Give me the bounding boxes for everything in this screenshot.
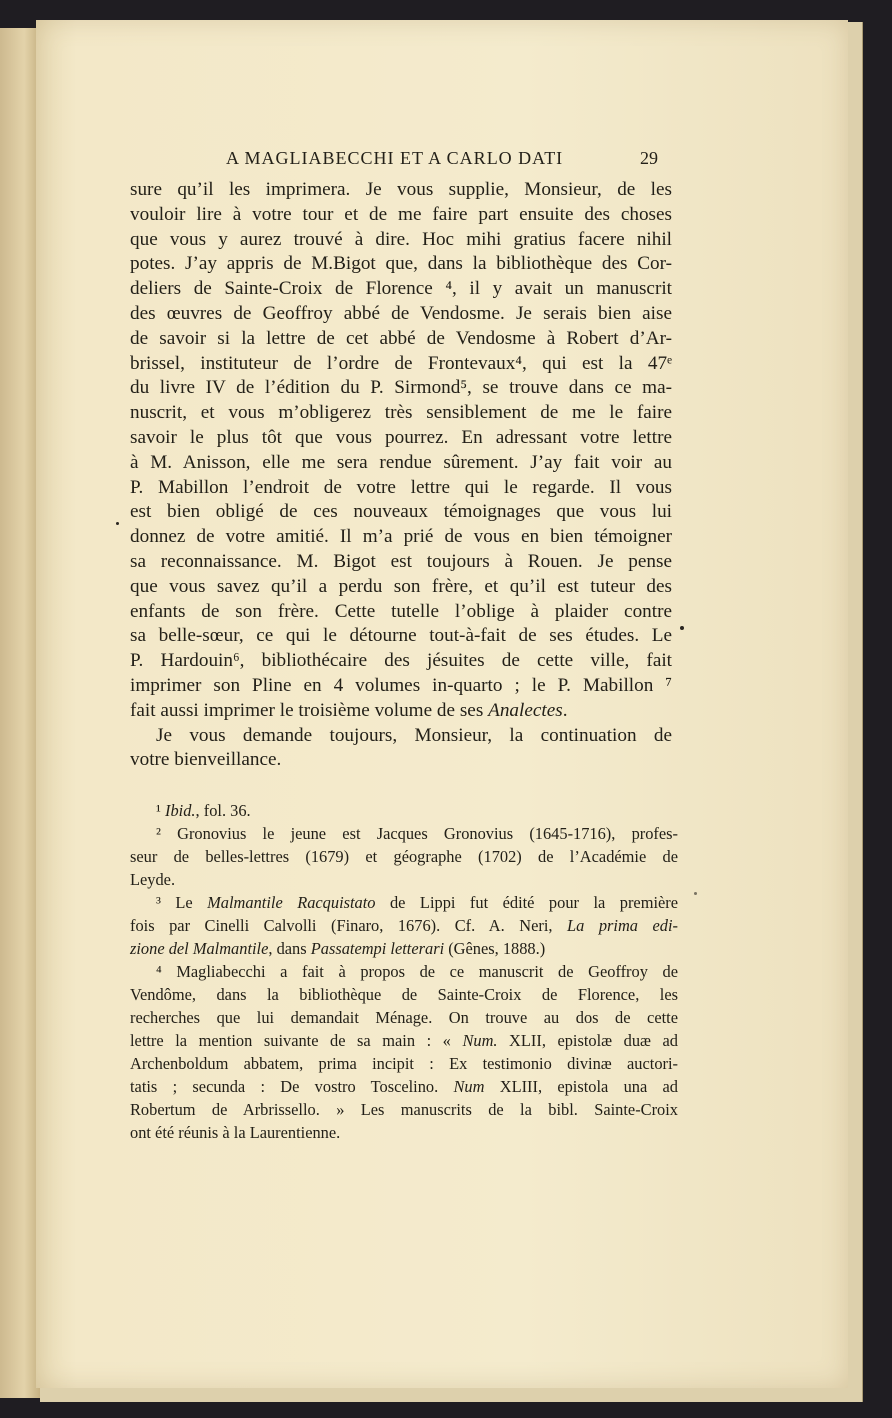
text-line: que vous savez qu’il a perdu son frère, et qu’il est tuteur des xyxy=(130,575,672,597)
footnote-2-line: Leyde. xyxy=(130,870,176,889)
text-line: est bien obligé de ces nouveaux témoignages que vous lui xyxy=(130,501,672,523)
footnote-4-line xyxy=(130,1075,678,1098)
footnote-4-line: Vendôme, dans la bibliothèque de Sainte-Croix de Florence, les xyxy=(130,985,678,1004)
footnote-text: fois par Cinelli Calvolli (Finaro, 1676). Cf. A. Neri, xyxy=(130,916,567,935)
book-page xyxy=(36,20,848,1388)
footnote-text: , dans xyxy=(268,939,311,958)
footnote-text: lettre la mention suivante de sa main : « xyxy=(130,1031,463,1050)
text-line: sa belle-sœur, ce qui le détourne tout-à-fait de ses études. Le xyxy=(130,625,672,647)
footnote-2-line: seur de belles-lettres (1679) et géographe (1702) de l’Académie de xyxy=(130,847,678,866)
footnotes xyxy=(130,799,678,1144)
footnote-4-line: recherches que lui demandait Ménage. On trouve au dos de cette xyxy=(130,1008,678,1027)
text-line: que vous y aurez trouvé à dire. Hoc mihi gratius facere nihil xyxy=(130,228,672,250)
book-title: Analectes xyxy=(488,699,563,721)
footnote-text: XLIII, epistola una ad xyxy=(484,1077,678,1096)
main-text xyxy=(130,178,672,773)
footnote-italic: Num xyxy=(453,1077,485,1096)
text-line: des œuvres de Geoffroy abbé de Vendosme. Je serais bien aise xyxy=(130,302,672,324)
footnote-italic: Passatempi letterari xyxy=(310,939,445,958)
text-line: à M. Anisson, elle me sera rendue sûrement. J’ay fait voir au xyxy=(130,451,672,473)
footnote-text: de Lippi fut édité pour la première xyxy=(375,893,678,912)
text-line: de savoir si la lettre de cet abbé de Vendosme à Robert d’Ar- xyxy=(130,327,672,349)
footnote-italic: zione del Malmantile xyxy=(130,939,269,958)
text-line: deliers de Sainte-Croix de Florence ⁴, il y avait un manuscrit xyxy=(130,278,672,300)
ink-speck xyxy=(116,522,119,525)
footnote-text: ³ Le xyxy=(156,893,208,912)
footnote-4-line: Archenboldum abbatem, prima incipit : Ex testimonio divinæ auctori- xyxy=(130,1054,678,1073)
footnote-text: XLII, epistolæ duæ ad xyxy=(497,1031,678,1050)
footnote-italic: Malmantile Racquistato xyxy=(207,893,376,912)
footnote-4-line: ⁴ Magliabecchi a fait à propos de ce manuscrit de Geoffroy de xyxy=(156,962,678,981)
text-line: sa reconnaissance. M. Bigot est toujours à Rouen. Je pense xyxy=(130,550,672,572)
footnote-3-line xyxy=(130,891,678,914)
footnote-italic: Num. xyxy=(462,1031,498,1050)
text-line: potes. J’ay appris de M.Bigot que, dans la bibliothèque des Cor- xyxy=(130,253,672,275)
text-line: imprimer son Pline en 4 volumes in-quarto ; le P. Mabillon ⁷ xyxy=(130,674,672,696)
footnote-text: tatis ; secunda : De vostro Toscelino. xyxy=(130,1077,454,1096)
paragraph-line: Je vous demande toujours, Monsieur, la continuation de xyxy=(156,724,672,746)
text-line: savoir le plus tôt que vous pourrez. En adressant votre lettre xyxy=(130,426,672,448)
text-line: nuscrit, et vous m’obligerez très sensiblement de me le faire xyxy=(130,402,672,424)
running-title: A MAGLIABECCHI ET A CARLO DATI xyxy=(226,148,564,168)
footnote-3-line xyxy=(130,937,678,960)
text-line: sure qu’il les imprimera. Je vous supplie, Monsieur, de les xyxy=(130,179,672,200)
ink-speck xyxy=(694,892,697,895)
paragraph-line: votre bienveillance. xyxy=(130,749,282,771)
text-line xyxy=(130,699,672,724)
text-line: P. Hardouin⁶, bibliothécaire des jésuites de cette ville, fait xyxy=(130,650,672,672)
text-fragment: fait aussi imprimer le troisième volume de ses xyxy=(130,699,489,721)
footnote-italic: Ibid. xyxy=(165,801,196,820)
footnote-italic: La prima edi- xyxy=(567,916,678,935)
footnote-4-line xyxy=(130,1029,678,1052)
text-line: vouloir lire à votre tour et de me faire part ensuite des choses xyxy=(130,203,672,225)
text-line: du livre IV de l’édition du P. Sirmond⁵, se trouve dans ce ma- xyxy=(130,377,672,399)
text-line: donnez de votre amitié. Il m’a prié de vous en bien témoigner xyxy=(130,526,672,548)
footnote-text: (Gênes, 1888.) xyxy=(444,939,546,958)
ink-speck xyxy=(680,626,684,630)
text-fragment: . xyxy=(562,699,568,721)
page-number: 29 xyxy=(640,148,658,168)
footnote-text: , fol. 36. xyxy=(195,801,251,820)
footnote-1 xyxy=(130,799,678,822)
footnote-number: ¹ xyxy=(156,801,161,820)
text-line: P. Mabillon l’endroit de votre lettre qui le regarde. Il vous xyxy=(130,476,672,498)
footnote-4-line: ont été réunis à la Laurentienne. xyxy=(130,1123,341,1142)
text-line: enfants de son frère. Cette tutelle l’oblige à plaider contre xyxy=(130,600,672,622)
footnote-4-line: Robertum de Arbrissello. » Les manuscrits de la bibl. Sainte-Croix xyxy=(130,1100,678,1119)
text-line: brissel, instituteur de l’ordre de Frontevaux⁴, qui est la 47ᵉ xyxy=(130,352,672,374)
footnote-3-line xyxy=(130,914,678,937)
footnote-2-line: ² Gronovius le jeune est Jacques Gronovius (1645-1716), profes- xyxy=(156,824,678,843)
